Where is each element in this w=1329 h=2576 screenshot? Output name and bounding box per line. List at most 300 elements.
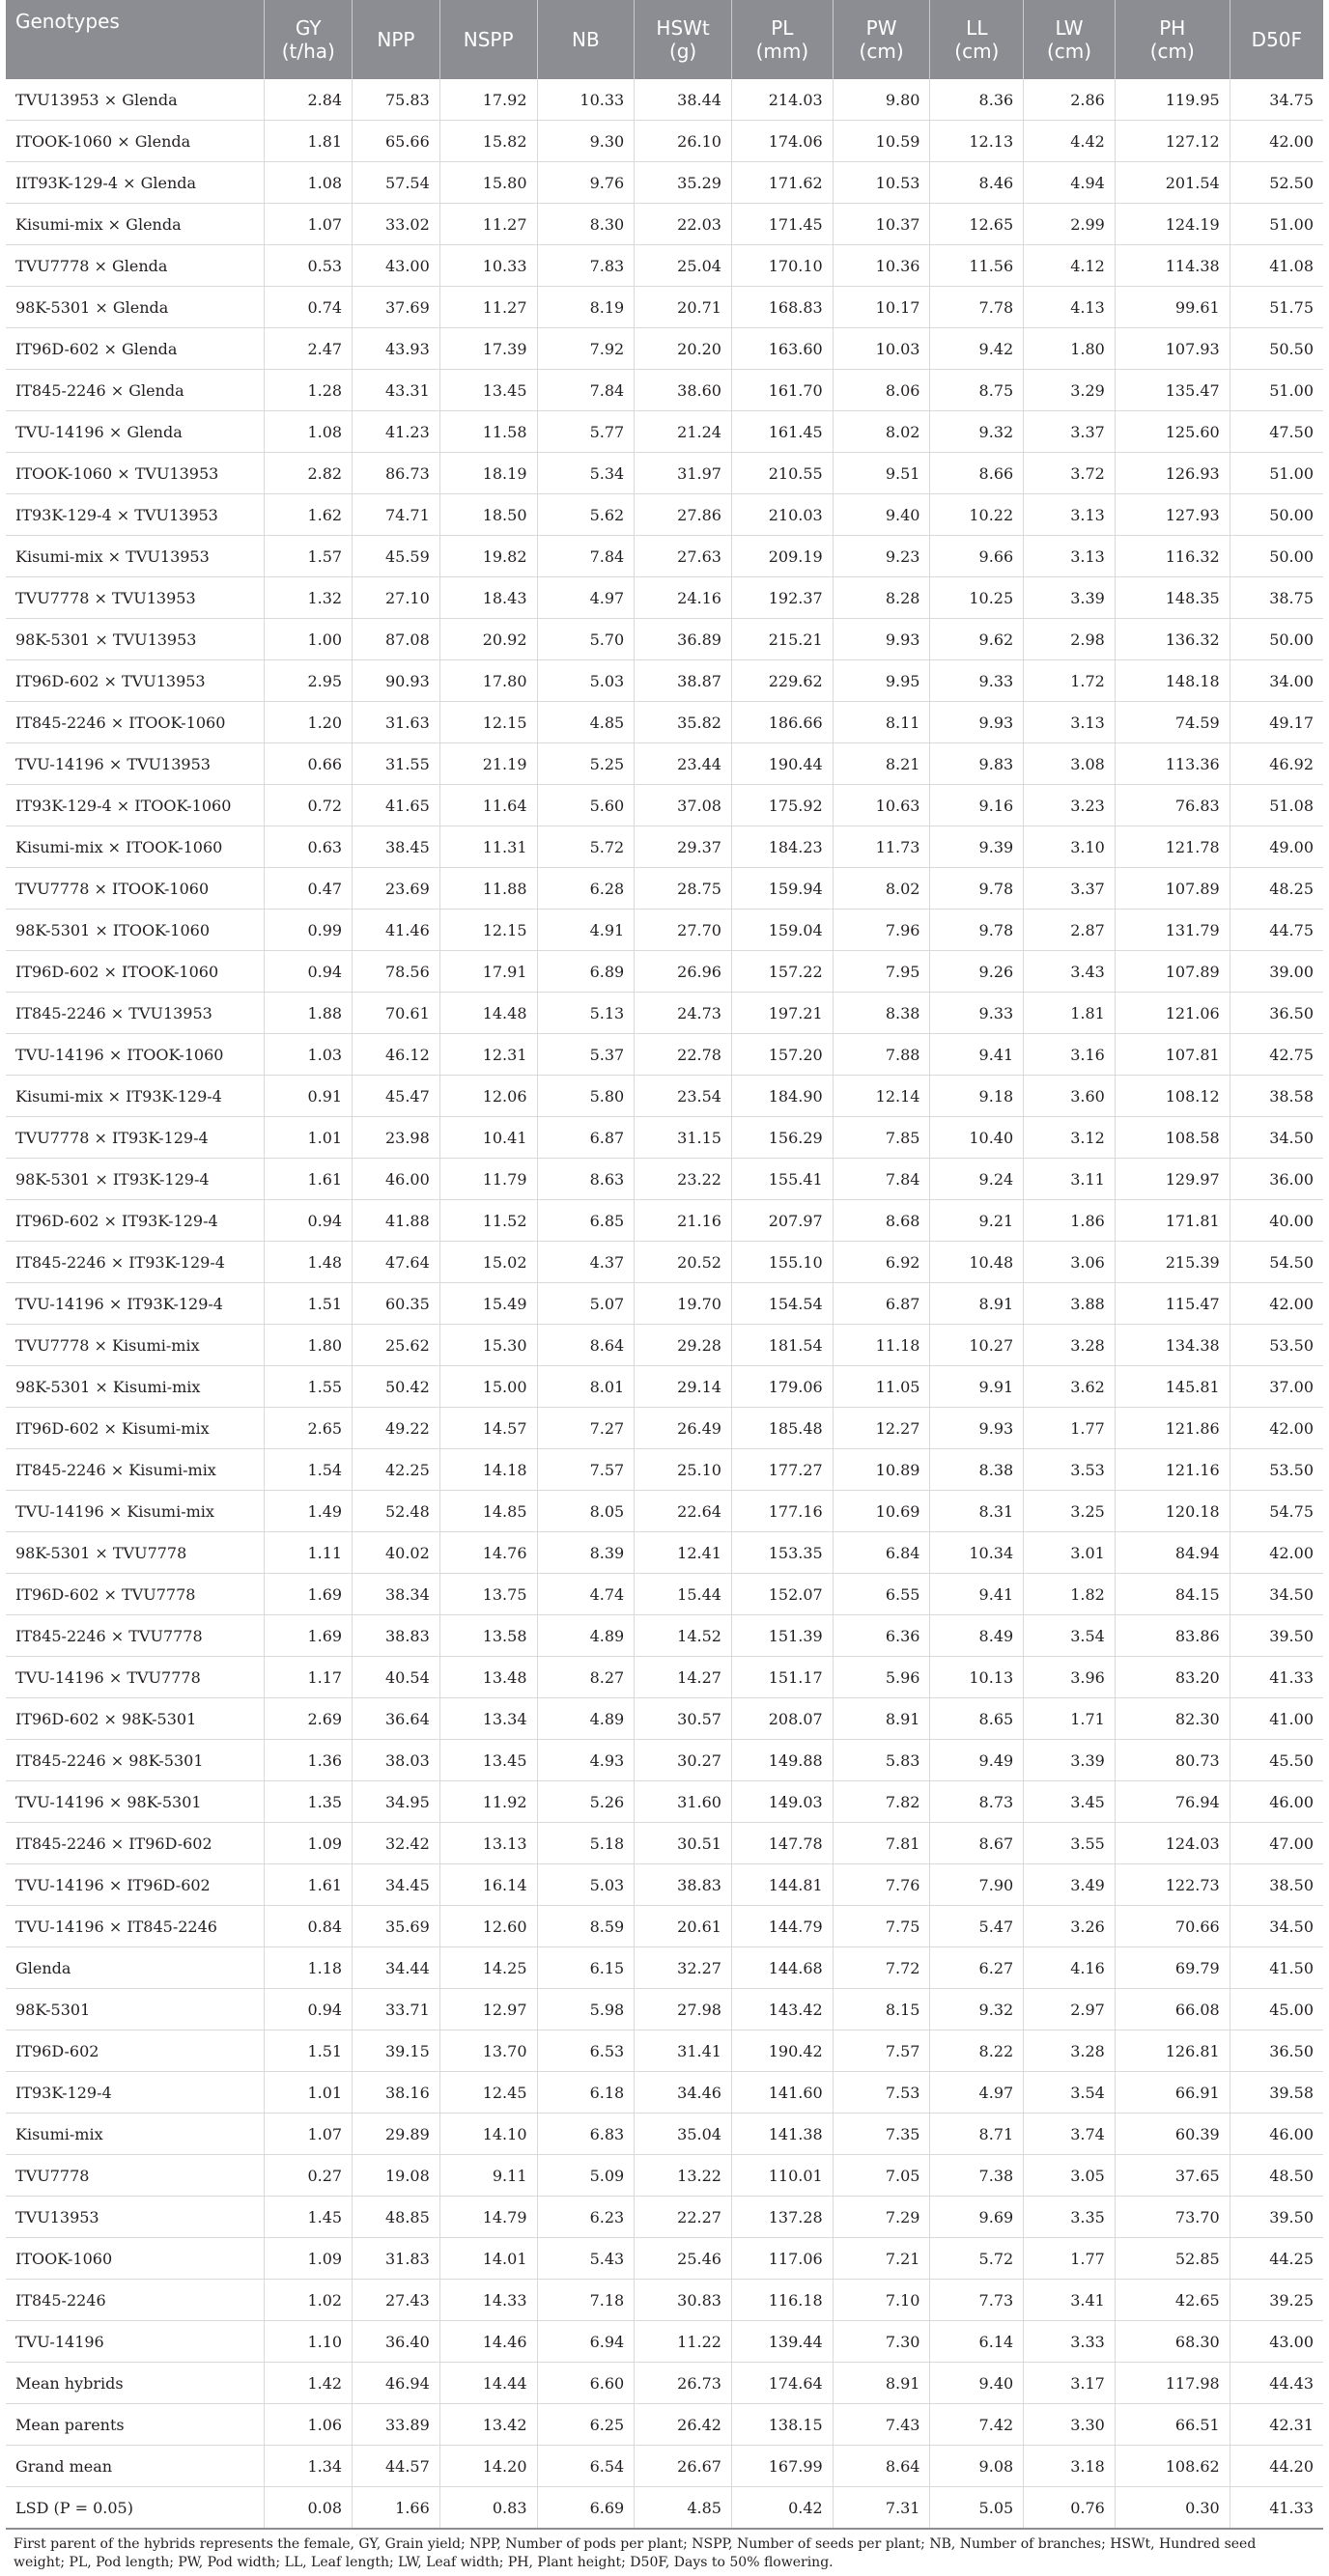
genotype-cell: IT93K-129-4 [6, 2072, 265, 2114]
table-row [6, 619, 1323, 660]
genotype-cell: ITOOK-1060 × TVU13953 [6, 453, 265, 494]
value-cell: 42.00 [1230, 1532, 1323, 1574]
value-cell: 20.61 [635, 1906, 732, 1947]
value-cell: 9.95 [833, 660, 930, 702]
value-cell: 66.91 [1115, 2072, 1230, 2114]
value-cell: 174.06 [731, 121, 833, 162]
value-cell: 1.80 [265, 1325, 353, 1366]
value-cell: 5.72 [537, 826, 635, 868]
column-header [930, 0, 1024, 79]
value-cell: 9.93 [930, 1408, 1024, 1449]
value-cell: 107.93 [1115, 328, 1230, 370]
value-cell: 34.00 [1230, 660, 1323, 702]
value-cell: 34.45 [353, 1864, 440, 1906]
value-cell: 13.48 [439, 1657, 537, 1698]
value-cell: 7.84 [537, 370, 635, 411]
value-cell: 3.45 [1024, 1781, 1116, 1823]
value-cell: 3.01 [1024, 1532, 1116, 1574]
table-row [6, 743, 1323, 785]
value-cell: 8.15 [833, 1989, 930, 2030]
value-cell: 1.69 [265, 1574, 353, 1615]
table-row [6, 1117, 1323, 1159]
value-cell: 107.81 [1115, 1034, 1230, 1076]
value-cell: 151.17 [731, 1657, 833, 1698]
value-cell: 44.43 [1230, 2363, 1323, 2404]
value-cell: 19.82 [439, 536, 537, 577]
value-cell: 83.86 [1115, 1615, 1230, 1657]
value-cell: 60.35 [353, 1283, 440, 1325]
value-cell: 44.25 [1230, 2238, 1323, 2280]
value-cell: 6.54 [537, 2446, 635, 2487]
value-cell: 9.33 [930, 993, 1024, 1034]
value-cell: 1.07 [265, 204, 353, 245]
value-cell: 36.00 [1230, 1159, 1323, 1200]
value-cell: 157.20 [731, 1034, 833, 1076]
value-cell: 17.91 [439, 951, 537, 993]
genotype-cell: IT845-2246 × 98K-5301 [6, 1740, 265, 1781]
value-cell: 33.89 [353, 2404, 440, 2446]
genotype-cell: Kisumi-mix × ITOOK-1060 [6, 826, 265, 868]
value-cell: 9.83 [930, 743, 1024, 785]
value-cell: 7.84 [833, 1159, 930, 1200]
value-cell: 4.74 [537, 1574, 635, 1615]
value-cell: 12.60 [439, 1906, 537, 1947]
value-cell: 9.42 [930, 328, 1024, 370]
value-cell: 4.85 [537, 702, 635, 743]
value-cell: 3.39 [1024, 1740, 1116, 1781]
table-row [6, 1989, 1323, 2030]
value-cell: 0.94 [265, 1989, 353, 2030]
value-cell: 2.82 [265, 453, 353, 494]
value-cell: 157.22 [731, 951, 833, 993]
genotype-cell: IT845-2246 × TVU13953 [6, 993, 265, 1034]
value-cell: 177.16 [731, 1491, 833, 1532]
value-cell: 7.90 [930, 1864, 1024, 1906]
column-header-line: NB [572, 28, 600, 51]
value-cell: 3.54 [1024, 2072, 1116, 2114]
value-cell: 12.65 [930, 204, 1024, 245]
value-cell: 73.70 [1115, 2197, 1230, 2238]
value-cell: 7.10 [833, 2280, 930, 2321]
value-cell: 171.45 [731, 204, 833, 245]
value-cell: 107.89 [1115, 951, 1230, 993]
genotype-cell: TVU-14196 × TVU7778 [6, 1657, 265, 1698]
genotype-cell: IT845-2246 × TVU7778 [6, 1615, 265, 1657]
value-cell: 215.39 [1115, 1242, 1230, 1283]
value-cell: 115.47 [1115, 1283, 1230, 1325]
table-row [6, 245, 1323, 287]
value-cell: 8.05 [537, 1491, 635, 1532]
value-cell: 5.25 [537, 743, 635, 785]
value-cell: 8.39 [537, 1532, 635, 1574]
value-cell: 14.27 [635, 1657, 732, 1698]
value-cell: 60.39 [1115, 2114, 1230, 2155]
value-cell: 6.55 [833, 1574, 930, 1615]
value-cell: 0.27 [265, 2155, 353, 2197]
value-cell: 126.93 [1115, 453, 1230, 494]
value-cell: 14.85 [439, 1491, 537, 1532]
value-cell: 14.20 [439, 2446, 537, 2487]
value-cell: 15.00 [439, 1366, 537, 1408]
value-cell: 168.83 [731, 287, 833, 328]
value-cell: 5.07 [537, 1283, 635, 1325]
value-cell: 147.78 [731, 1823, 833, 1864]
value-cell: 13.42 [439, 2404, 537, 2446]
value-cell: 14.01 [439, 2238, 537, 2280]
value-cell: 1.02 [265, 2280, 353, 2321]
value-cell: 120.18 [1115, 1491, 1230, 1532]
value-cell: 39.58 [1230, 2072, 1323, 2114]
genotype-cell: TVU7778 × IT93K-129-4 [6, 1117, 265, 1159]
genotype-cell: IT845-2246 × IT96D-602 [6, 1823, 265, 1864]
value-cell: 8.63 [537, 1159, 635, 1200]
value-cell: 8.31 [930, 1491, 1024, 1532]
value-cell: 8.38 [833, 993, 930, 1034]
value-cell: 8.67 [930, 1823, 1024, 1864]
value-cell: 7.78 [930, 287, 1024, 328]
value-cell: 7.42 [930, 2404, 1024, 2446]
value-cell: 0.63 [265, 826, 353, 868]
value-cell: 3.17 [1024, 2363, 1116, 2404]
header-row [6, 0, 1323, 79]
value-cell: 2.65 [265, 1408, 353, 1449]
value-cell: 7.73 [930, 2280, 1024, 2321]
value-cell: 11.88 [439, 868, 537, 910]
value-cell: 119.95 [1115, 79, 1230, 121]
value-cell: 22.78 [635, 1034, 732, 1076]
value-cell: 34.46 [635, 2072, 732, 2114]
value-cell: 15.30 [439, 1325, 537, 1366]
value-cell: 1.61 [265, 1864, 353, 1906]
value-cell: 20.52 [635, 1242, 732, 1283]
value-cell: 35.82 [635, 702, 732, 743]
value-cell: 25.04 [635, 245, 732, 287]
value-cell: 5.05 [930, 2487, 1024, 2530]
value-cell: 1.36 [265, 1740, 353, 1781]
value-cell: 3.25 [1024, 1491, 1116, 1532]
value-cell: 19.08 [353, 2155, 440, 2197]
value-cell: 13.45 [439, 370, 537, 411]
value-cell: 42.25 [353, 1449, 440, 1491]
genotype-cell: Kisumi-mix [6, 2114, 265, 2155]
genotype-table [6, 0, 1323, 2530]
value-cell: 8.91 [833, 2363, 930, 2404]
value-cell: 210.55 [731, 453, 833, 494]
value-cell: 10.53 [833, 162, 930, 204]
value-cell: 29.28 [635, 1325, 732, 1366]
genotype-cell: Kisumi-mix × Glenda [6, 204, 265, 245]
value-cell: 6.89 [537, 951, 635, 993]
table-container [6, 0, 1323, 2572]
value-cell: 13.13 [439, 1823, 537, 1864]
genotype-cell: Mean hybrids [6, 2363, 265, 2404]
value-cell: 5.03 [537, 1864, 635, 1906]
value-cell: 75.83 [353, 79, 440, 121]
table-footnote: First parent of the hybrids represents the female, GY, Grain yield; NPP, Number of pods per plant; NSPP, Number of seeds per plant; NB, Number of branches; HSWt, Hundred seed weight; PL, Pod length; PW, Pod width; LL, Leaf length; LW, Leaf width; PH, Plant height; D50F, Days to 50% flowering. [14, 2536, 1257, 2570]
value-cell: 26.42 [635, 2404, 732, 2446]
value-cell: 117.98 [1115, 2363, 1230, 2404]
value-cell: 1.49 [265, 1491, 353, 1532]
value-cell: 43.00 [1230, 2321, 1323, 2363]
value-cell: 32.42 [353, 1823, 440, 1864]
genotype-cell: IT96D-602 × 98K-5301 [6, 1698, 265, 1740]
table-row [6, 1200, 1323, 1242]
genotype-cell: IT93K-129-4 × TVU13953 [6, 494, 265, 536]
value-cell: 1.55 [265, 1366, 353, 1408]
value-cell: 52.48 [353, 1491, 440, 1532]
value-cell: 5.26 [537, 1781, 635, 1823]
value-cell: 108.58 [1115, 1117, 1230, 1159]
value-cell: 84.15 [1115, 1574, 1230, 1615]
value-cell: 11.31 [439, 826, 537, 868]
table-row [6, 162, 1323, 204]
value-cell: 7.21 [833, 2238, 930, 2280]
value-cell: 11.79 [439, 1159, 537, 1200]
value-cell: 149.88 [731, 1740, 833, 1781]
value-cell: 7.35 [833, 2114, 930, 2155]
table-row [6, 2155, 1323, 2197]
value-cell: 20.92 [439, 619, 537, 660]
value-cell: 3.35 [1024, 2197, 1116, 2238]
value-cell: 26.96 [635, 951, 732, 993]
value-cell: 6.25 [537, 2404, 635, 2446]
genotype-cell: TVU-14196 × TVU13953 [6, 743, 265, 785]
value-cell: 2.98 [1024, 619, 1116, 660]
value-cell: 9.41 [930, 1574, 1024, 1615]
value-cell: 1.69 [265, 1615, 353, 1657]
value-cell: 139.44 [731, 2321, 833, 2363]
value-cell: 2.84 [265, 79, 353, 121]
value-cell: 179.06 [731, 1366, 833, 1408]
value-cell: 1.17 [265, 1657, 353, 1698]
value-cell: 175.92 [731, 785, 833, 826]
value-cell: 6.69 [537, 2487, 635, 2530]
table-row [6, 121, 1323, 162]
value-cell: 197.21 [731, 993, 833, 1034]
value-cell: 3.54 [1024, 1615, 1116, 1657]
value-cell: 1.80 [1024, 328, 1116, 370]
genotype-cell: ITOOK-1060 [6, 2238, 265, 2280]
value-cell: 14.76 [439, 1532, 537, 1574]
value-cell: 7.81 [833, 1823, 930, 1864]
value-cell: 17.39 [439, 328, 537, 370]
value-cell: 4.94 [1024, 162, 1116, 204]
value-cell: 27.70 [635, 910, 732, 951]
value-cell: 125.60 [1115, 411, 1230, 453]
value-cell: 108.62 [1115, 2446, 1230, 2487]
value-cell: 1.42 [265, 2363, 353, 2404]
value-cell: 44.20 [1230, 2446, 1323, 2487]
value-cell: 124.19 [1115, 204, 1230, 245]
value-cell: 8.06 [833, 370, 930, 411]
value-cell: 46.00 [353, 1159, 440, 1200]
value-cell: 10.63 [833, 785, 930, 826]
table-header [6, 0, 1323, 79]
table-row [6, 1076, 1323, 1117]
value-cell: 8.21 [833, 743, 930, 785]
table-row [6, 2487, 1323, 2530]
value-cell: 171.81 [1115, 1200, 1230, 1242]
value-cell: 38.34 [353, 1574, 440, 1615]
value-cell: 26.49 [635, 1408, 732, 1449]
value-cell: 9.23 [833, 536, 930, 577]
table-row [6, 204, 1323, 245]
value-cell: 13.58 [439, 1615, 537, 1657]
value-cell: 74.59 [1115, 702, 1230, 743]
value-cell: 38.83 [635, 1864, 732, 1906]
genotype-cell: TVU-14196 × IT96D-602 [6, 1864, 265, 1906]
value-cell: 11.92 [439, 1781, 537, 1823]
value-cell: 184.23 [731, 826, 833, 868]
value-cell: 9.32 [930, 411, 1024, 453]
value-cell: 9.21 [930, 1200, 1024, 1242]
value-cell: 1.77 [1024, 2238, 1116, 2280]
value-cell: 136.32 [1115, 619, 1230, 660]
column-header-line: GY [295, 16, 322, 40]
column-header-line: PH [1159, 16, 1186, 40]
value-cell: 5.13 [537, 993, 635, 1034]
value-cell: 9.16 [930, 785, 1024, 826]
value-cell: 3.10 [1024, 826, 1116, 868]
value-cell: 21.19 [439, 743, 537, 785]
genotype-cell: TVU13953 × Glenda [6, 79, 265, 121]
genotype-cell: TVU-14196 × ITOOK-1060 [6, 1034, 265, 1076]
value-cell: 6.87 [833, 1283, 930, 1325]
value-cell: 54.50 [1230, 1242, 1323, 1283]
value-cell: 6.60 [537, 2363, 635, 2404]
value-cell: 208.07 [731, 1698, 833, 1740]
value-cell: 184.90 [731, 1076, 833, 1117]
value-cell: 10.13 [930, 1657, 1024, 1698]
value-cell: 0.91 [265, 1076, 353, 1117]
genotype-cell: IT96D-602 [6, 2030, 265, 2072]
value-cell: 47.64 [353, 1242, 440, 1283]
value-cell: 8.64 [537, 1325, 635, 1366]
value-cell: 38.45 [353, 826, 440, 868]
value-cell: 6.18 [537, 2072, 635, 2114]
value-cell: 17.80 [439, 660, 537, 702]
table-row [6, 1947, 1323, 1989]
value-cell: 76.83 [1115, 785, 1230, 826]
value-cell: 0.42 [731, 2487, 833, 2530]
value-cell: 50.00 [1230, 494, 1323, 536]
genotype-cell: TVU-14196 × 98K-5301 [6, 1781, 265, 1823]
value-cell: 1.03 [265, 1034, 353, 1076]
value-cell: 116.18 [731, 2280, 833, 2321]
table-row [6, 910, 1323, 951]
value-cell: 1.45 [265, 2197, 353, 2238]
value-cell: 4.97 [537, 577, 635, 619]
column-header-line: (cm) [1149, 40, 1195, 63]
value-cell: 3.28 [1024, 1325, 1116, 1366]
value-cell: 7.38 [930, 2155, 1024, 2197]
value-cell: 41.88 [353, 1200, 440, 1242]
table-row [6, 1366, 1323, 1408]
value-cell: 21.16 [635, 1200, 732, 1242]
value-cell: 15.49 [439, 1283, 537, 1325]
value-cell: 37.00 [1230, 1366, 1323, 1408]
value-cell: 9.51 [833, 453, 930, 494]
value-cell: 124.03 [1115, 1823, 1230, 1864]
value-cell: 12.13 [930, 121, 1024, 162]
value-cell: 177.27 [731, 1449, 833, 1491]
value-cell: 2.87 [1024, 910, 1116, 951]
value-cell: 7.31 [833, 2487, 930, 2530]
value-cell: 6.92 [833, 1242, 930, 1283]
value-cell: 9.62 [930, 619, 1024, 660]
column-header [833, 0, 930, 79]
value-cell: 8.02 [833, 868, 930, 910]
value-cell: 107.89 [1115, 868, 1230, 910]
value-cell: 1.35 [265, 1781, 353, 1823]
value-cell: 121.86 [1115, 1408, 1230, 1449]
value-cell: 31.55 [353, 743, 440, 785]
value-cell: 110.01 [731, 2155, 833, 2197]
value-cell: 11.52 [439, 1200, 537, 1242]
value-cell: 13.34 [439, 1698, 537, 1740]
value-cell: 38.58 [1230, 1076, 1323, 1117]
value-cell: 36.50 [1230, 993, 1323, 1034]
value-cell: 9.30 [537, 121, 635, 162]
value-cell: 27.43 [353, 2280, 440, 2321]
value-cell: 5.70 [537, 619, 635, 660]
table-row [6, 2114, 1323, 2155]
value-cell: 6.87 [537, 1117, 635, 1159]
genotype-cell: IIT93K-129-4 × Glenda [6, 162, 265, 204]
value-cell: 0.83 [439, 2487, 537, 2530]
table-row [6, 2238, 1323, 2280]
genotype-cell: TVU7778 × Kisumi-mix [6, 1325, 265, 1366]
value-cell: 23.44 [635, 743, 732, 785]
value-cell: 12.41 [635, 1532, 732, 1574]
value-cell: 134.38 [1115, 1325, 1230, 1366]
value-cell: 9.32 [930, 1989, 1024, 2030]
value-cell: 41.23 [353, 411, 440, 453]
value-cell: 8.91 [833, 1698, 930, 1740]
value-cell: 8.64 [833, 2446, 930, 2487]
value-cell: 3.13 [1024, 494, 1116, 536]
value-cell: 53.50 [1230, 1325, 1323, 1366]
value-cell: 2.97 [1024, 1989, 1116, 2030]
value-cell: 23.98 [353, 1117, 440, 1159]
value-cell: 57.54 [353, 162, 440, 204]
table-row [6, 1615, 1323, 1657]
value-cell: 49.22 [353, 1408, 440, 1449]
value-cell: 10.33 [439, 245, 537, 287]
value-cell: 6.36 [833, 1615, 930, 1657]
value-cell: 5.83 [833, 1740, 930, 1781]
genotype-cell: TVU-14196 × Glenda [6, 411, 265, 453]
value-cell: 12.45 [439, 2072, 537, 2114]
value-cell: 7.29 [833, 2197, 930, 2238]
value-cell: 144.79 [731, 1906, 833, 1947]
value-cell: 121.16 [1115, 1449, 1230, 1491]
value-cell: 7.57 [537, 1449, 635, 1491]
value-cell: 13.75 [439, 1574, 537, 1615]
value-cell: 16.14 [439, 1864, 537, 1906]
value-cell: 138.15 [731, 2404, 833, 2446]
value-cell: 41.33 [1230, 2487, 1323, 2530]
column-header [1115, 0, 1230, 79]
value-cell: 1.01 [265, 1117, 353, 1159]
value-cell: 9.93 [930, 702, 1024, 743]
value-cell: 3.60 [1024, 1076, 1116, 1117]
value-cell: 10.37 [833, 204, 930, 245]
value-cell: 1.00 [265, 619, 353, 660]
value-cell: 3.49 [1024, 1864, 1116, 1906]
value-cell: 1.06 [265, 2404, 353, 2446]
value-cell: 174.64 [731, 2363, 833, 2404]
